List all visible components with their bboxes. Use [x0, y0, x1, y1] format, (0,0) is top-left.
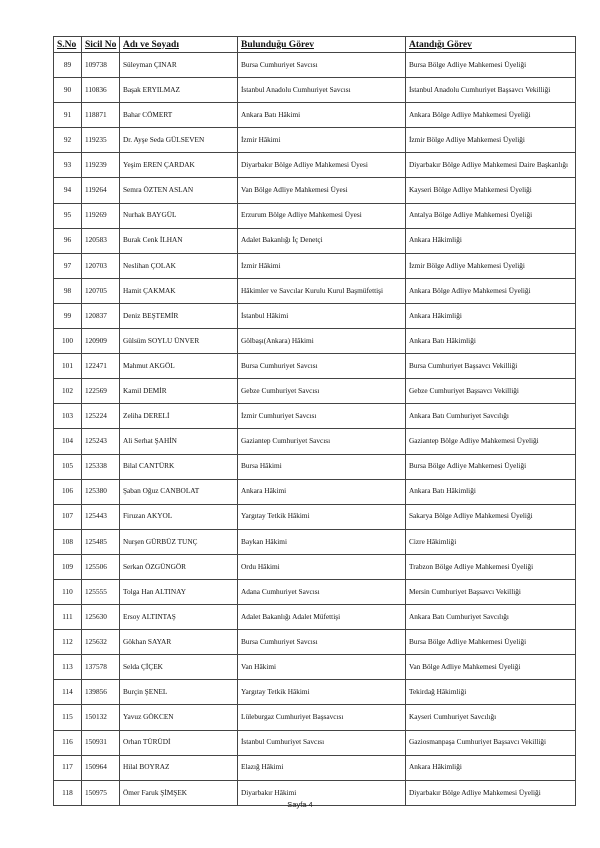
cell-assigned-position: Kayseri Bölge Adliye Mahkemesi Üyeliği: [406, 178, 576, 203]
table-row: [54, 554, 576, 579]
cell-current-position: Gaziantep Cumhuriyet Savcısı: [238, 429, 406, 454]
cell-assigned-position: Kayseri Cumhuriyet Savcılığı: [406, 705, 576, 730]
header-name: Adı ve Soyadı: [120, 37, 238, 53]
cell-current-position: Gebze Cumhuriyet Savcısı: [238, 379, 406, 404]
cell-sno: 90: [54, 78, 82, 103]
cell-sicil-no: 150964: [82, 755, 120, 780]
cell-assigned-position: Bursa Cumhuriyet Başsavcı Vekilliği: [406, 354, 576, 379]
cell-assigned-position: Ankara Bölge Adliye Mahkemesi Üyeliği: [406, 103, 576, 128]
cell-sno: 111: [54, 605, 82, 630]
cell-name: Deniz BEŞTEMİR: [120, 303, 238, 328]
cell-name: Selda ÇİÇEK: [120, 655, 238, 680]
table-row: [54, 253, 576, 278]
cell-current-position: Ordu Hâkimi: [238, 554, 406, 579]
cell-assigned-position: Tekirdağ Hâkimliği: [406, 680, 576, 705]
cell-assigned-position: Sakarya Bölge Adliye Mahkemesi Üyeliği: [406, 504, 576, 529]
cell-sno: 97: [54, 253, 82, 278]
cell-sno: 99: [54, 303, 82, 328]
cell-sno: 115: [54, 705, 82, 730]
cell-assigned-position: Ankara Batı Cumhuriyet Savcılığı: [406, 605, 576, 630]
cell-current-position: Elazığ Hâkimi: [238, 755, 406, 780]
cell-sicil-no: 125443: [82, 504, 120, 529]
cell-current-position: İstanbul Cumhuriyet Savcısı: [238, 730, 406, 755]
cell-sicil-no: 118871: [82, 103, 120, 128]
table-row: [54, 128, 576, 153]
cell-name: Gökhan SAYAR: [120, 630, 238, 655]
cell-sicil-no: 122569: [82, 379, 120, 404]
cell-sicil-no: 125224: [82, 404, 120, 429]
cell-sicil-no: 125632: [82, 630, 120, 655]
table-row: [54, 103, 576, 128]
cell-sno: 105: [54, 454, 82, 479]
cell-sno: 113: [54, 655, 82, 680]
cell-current-position: Diyarbakır Hâkimi: [238, 780, 406, 805]
table-row: [54, 605, 576, 630]
cell-name: Ali Serhat ŞAHİN: [120, 429, 238, 454]
cell-name: Bilal CANTÜRK: [120, 454, 238, 479]
cell-current-position: Bursa Cumhuriyet Savcısı: [238, 354, 406, 379]
cell-current-position: Ankara Batı Hâkimi: [238, 103, 406, 128]
table-row: [54, 454, 576, 479]
table-row: [54, 329, 576, 354]
table-row: [54, 630, 576, 655]
cell-name: Şaban Oğuz CANBOLAT: [120, 479, 238, 504]
cell-current-position: Erzurum Bölge Adliye Mahkemesi Üyesi: [238, 203, 406, 228]
cell-current-position: Van Bölge Adliye Mahkemesi Üyesi: [238, 178, 406, 203]
cell-sicil-no: 125338: [82, 454, 120, 479]
cell-name: Firuzan AKYOL: [120, 504, 238, 529]
cell-name: Mahmut AKGÖL: [120, 354, 238, 379]
cell-sno: 91: [54, 103, 82, 128]
cell-assigned-position: Diyarbakır Bölge Adliye Mahkemesi Daire Başkanlığı: [406, 153, 576, 178]
cell-name: Tolga Han ALTINAY: [120, 579, 238, 604]
cell-assigned-position: Ankara Hâkimliği: [406, 303, 576, 328]
cell-sno: 102: [54, 379, 82, 404]
header-assigned-position: Atandığı Görev: [406, 37, 576, 53]
table-row: [54, 404, 576, 429]
cell-assigned-position: İzmir Bölge Adliye Mahkemesi Üyeliği: [406, 128, 576, 153]
appointment-table: [53, 36, 576, 806]
cell-current-position: Adana Cumhuriyet Savcısı: [238, 579, 406, 604]
cell-sicil-no: 110836: [82, 78, 120, 103]
cell-sicil-no: 125555: [82, 579, 120, 604]
cell-sicil-no: 150931: [82, 730, 120, 755]
cell-sno: 117: [54, 755, 82, 780]
cell-current-position: Bursa Hâkimi: [238, 454, 406, 479]
cell-current-position: İzmir Cumhuriyet Savcısı: [238, 404, 406, 429]
table-row: [54, 429, 576, 454]
cell-sicil-no: 120909: [82, 329, 120, 354]
table-row: [54, 78, 576, 103]
table-row: [54, 479, 576, 504]
cell-name: Ersoy ALTINTAŞ: [120, 605, 238, 630]
cell-name: Hilal BOYRAZ: [120, 755, 238, 780]
cell-sicil-no: 139856: [82, 680, 120, 705]
cell-name: Hamit ÇAKMAK: [120, 278, 238, 303]
cell-sicil-no: 150975: [82, 780, 120, 805]
table-row: [54, 53, 576, 78]
cell-name: Burçin ŞENEL: [120, 680, 238, 705]
cell-name: Burak Cenk İLHAN: [120, 228, 238, 253]
cell-sno: 104: [54, 429, 82, 454]
table-row: [54, 228, 576, 253]
cell-assigned-position: Gebze Cumhuriyet Başsavcı Vekilliği: [406, 379, 576, 404]
cell-assigned-position: Ankara Bölge Adliye Mahkemesi Üyeliği: [406, 278, 576, 303]
cell-sno: 101: [54, 354, 82, 379]
cell-current-position: Hâkimler ve Savcılar Kurulu Kurul Başmüfettişi: [238, 278, 406, 303]
table-row: [54, 178, 576, 203]
cell-assigned-position: Ankara Batı Hâkimliği: [406, 479, 576, 504]
table-body: [54, 53, 576, 806]
table-row: [54, 203, 576, 228]
cell-assigned-position: Van Bölge Adliye Mahkemesi Üyeliği: [406, 655, 576, 680]
table-row: [54, 354, 576, 379]
cell-sicil-no: 150132: [82, 705, 120, 730]
cell-sicil-no: 109738: [82, 53, 120, 78]
cell-sno: 98: [54, 278, 82, 303]
cell-assigned-position: Ankara Hâkimliği: [406, 228, 576, 253]
cell-assigned-position: Gaziantep Bölge Adliye Mahkemesi Üyeliği: [406, 429, 576, 454]
table-row: [54, 504, 576, 529]
cell-current-position: Baykan Hâkimi: [238, 529, 406, 554]
cell-current-position: Bursa Cumhuriyet Savcısı: [238, 630, 406, 655]
cell-assigned-position: Bursa Bölge Adliye Mahkemesi Üyeliği: [406, 53, 576, 78]
cell-current-position: Gölbaşı(Ankara) Hâkimi: [238, 329, 406, 354]
cell-name: Süleyman ÇINAR: [120, 53, 238, 78]
table-header-row: [54, 37, 576, 53]
cell-sno: 100: [54, 329, 82, 354]
cell-assigned-position: Cizre Hâkimliği: [406, 529, 576, 554]
cell-name: Zeliha DERELİ: [120, 404, 238, 429]
cell-sno: 103: [54, 404, 82, 429]
cell-current-position: Adalet Bakanlığı İç Denetçi: [238, 228, 406, 253]
cell-sicil-no: 120837: [82, 303, 120, 328]
cell-current-position: Yargıtay Tetkik Hâkimi: [238, 680, 406, 705]
table-row: [54, 730, 576, 755]
cell-current-position: Yargıtay Tetkik Hâkimi: [238, 504, 406, 529]
cell-current-position: Van Hâkimi: [238, 655, 406, 680]
table-row: [54, 655, 576, 680]
cell-sicil-no: 122471: [82, 354, 120, 379]
cell-sicil-no: 125485: [82, 529, 120, 554]
cell-current-position: Bursa Cumhuriyet Savcısı: [238, 53, 406, 78]
cell-name: Bahar CÖMERT: [120, 103, 238, 128]
cell-name: Yeşim EREN ÇARDAK: [120, 153, 238, 178]
cell-name: Başak ERYILMAZ: [120, 78, 238, 103]
cell-sno: 112: [54, 630, 82, 655]
header-sno: S.No: [54, 37, 82, 53]
cell-assigned-position: Ankara Batı Hâkimliği: [406, 329, 576, 354]
cell-assigned-position: Mersin Cumhuriyet Başsavcı Vekilliği: [406, 579, 576, 604]
cell-sicil-no: 120705: [82, 278, 120, 303]
header-current-position: Bulunduğu Görev: [238, 37, 406, 53]
cell-current-position: Lüleburgaz Cumhuriyet Başsavcısı: [238, 705, 406, 730]
cell-sicil-no: 125506: [82, 554, 120, 579]
cell-name: Nurşen GÜRBÜZ TUNÇ: [120, 529, 238, 554]
cell-name: Dr. Ayşe Seda GÜLSEVEN: [120, 128, 238, 153]
cell-name: Yavuz GÖKCEN: [120, 705, 238, 730]
cell-name: Orhan TÜRÜDİ: [120, 730, 238, 755]
cell-sno: 109: [54, 554, 82, 579]
cell-current-position: Adalet Bakanlığı Adalet Müfettişi: [238, 605, 406, 630]
cell-sno: 107: [54, 504, 82, 529]
cell-name: Neslihan ÇOLAK: [120, 253, 238, 278]
cell-sno: 96: [54, 228, 82, 253]
cell-sicil-no: 119264: [82, 178, 120, 203]
cell-name: Gülsüm SOYLU ÜNVER: [120, 329, 238, 354]
table-row: [54, 153, 576, 178]
table-row: [54, 755, 576, 780]
cell-current-position: İzmir Hâkimi: [238, 128, 406, 153]
cell-name: Semra ÖZTEN ASLAN: [120, 178, 238, 203]
table-row: [54, 303, 576, 328]
cell-sno: 114: [54, 680, 82, 705]
cell-sicil-no: 137578: [82, 655, 120, 680]
cell-sno: 116: [54, 730, 82, 755]
table-row: [54, 680, 576, 705]
cell-assigned-position: Ankara Hâkimliği: [406, 755, 576, 780]
cell-sicil-no: 125630: [82, 605, 120, 630]
table-row: [54, 379, 576, 404]
cell-sno: 94: [54, 178, 82, 203]
cell-current-position: İstanbul Anadolu Cumhuriyet Savcısı: [238, 78, 406, 103]
table-row: [54, 705, 576, 730]
cell-sno: 118: [54, 780, 82, 805]
page-number: Sayfa 4: [287, 800, 313, 809]
cell-sicil-no: 120583: [82, 228, 120, 253]
cell-assigned-position: Bursa Bölge Adliye Mahkemesi Üyeliği: [406, 630, 576, 655]
table-row: [54, 529, 576, 554]
cell-assigned-position: İstanbul Anadolu Cumhuriyet Başsavcı Vekilliği: [406, 78, 576, 103]
header-sicil-no: Sicil No: [82, 37, 120, 53]
cell-name: Serkan ÖZGÜNGÖR: [120, 554, 238, 579]
cell-assigned-position: Diyarbakır Bölge Adliye Mahkemesi Üyeliği: [406, 780, 576, 805]
cell-assigned-position: Ankara Batı Cumhuriyet Savcılığı: [406, 404, 576, 429]
cell-assigned-position: İzmir Bölge Adliye Mahkemesi Üyeliği: [406, 253, 576, 278]
cell-name: Nurhak BAYGÜL: [120, 203, 238, 228]
cell-current-position: İstanbul Hâkimi: [238, 303, 406, 328]
cell-name: Kamil DEMİR: [120, 379, 238, 404]
cell-sicil-no: 119269: [82, 203, 120, 228]
cell-sno: 95: [54, 203, 82, 228]
cell-sicil-no: 125380: [82, 479, 120, 504]
cell-sno: 106: [54, 479, 82, 504]
cell-current-position: İzmir Hâkimi: [238, 253, 406, 278]
cell-sicil-no: 119235: [82, 128, 120, 153]
table-row: [54, 278, 576, 303]
cell-current-position: Ankara Hâkimi: [238, 479, 406, 504]
cell-assigned-position: Bursa Bölge Adliye Mahkemesi Üyeliği: [406, 454, 576, 479]
cell-assigned-position: Gaziosmanpaşa Cumhuriyet Başsavcı Vekilliği: [406, 730, 576, 755]
cell-sno: 89: [54, 53, 82, 78]
cell-assigned-position: Trabzon Bölge Adliye Mahkemesi Üyeliği: [406, 554, 576, 579]
cell-sno: 110: [54, 579, 82, 604]
cell-sno: 93: [54, 153, 82, 178]
table-row: [54, 579, 576, 604]
cell-assigned-position: Antalya Bölge Adliye Mahkemesi Üyeliği: [406, 203, 576, 228]
cell-current-position: Diyarbakır Bölge Adliye Mahkemesi Üyesi: [238, 153, 406, 178]
cell-sicil-no: 119239: [82, 153, 120, 178]
cell-sno: 108: [54, 529, 82, 554]
cell-sicil-no: 120703: [82, 253, 120, 278]
cell-name: Ömer Faruk ŞİMŞEK: [120, 780, 238, 805]
cell-sicil-no: 125243: [82, 429, 120, 454]
cell-sno: 92: [54, 128, 82, 153]
